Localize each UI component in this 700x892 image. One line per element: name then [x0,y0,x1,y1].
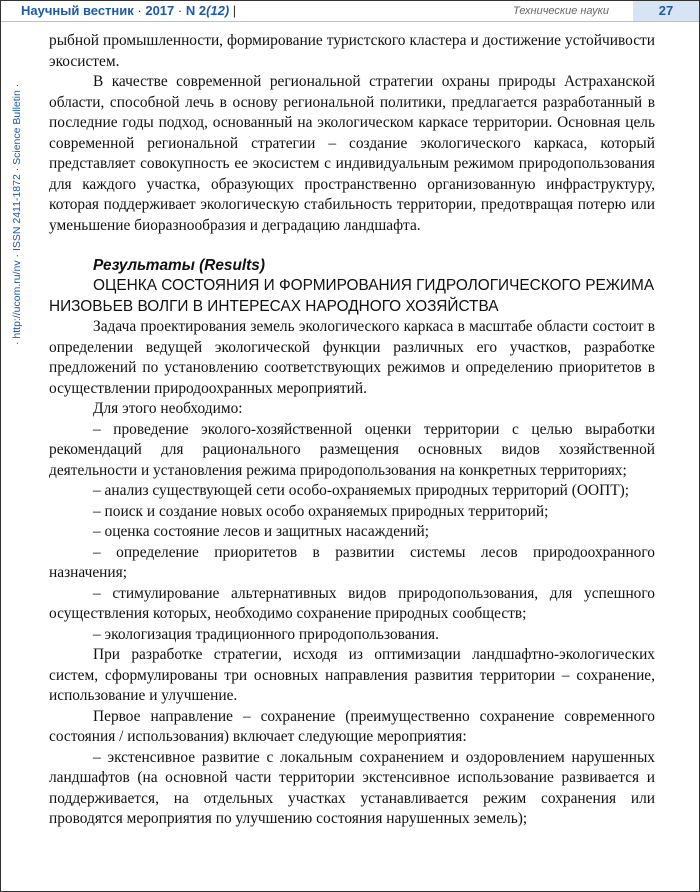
paragraph: Задача проектирования земель экологического каркаса в масштабе области состоит в определении ведущей экологической функции различных его участков, разработке предложений по установлению соответствующих режимов и определению приоритетов в осуществлении природоохранных мероприятий. [49,318,655,397]
section-heading: ОЦЕНКА СОСТОЯНИЯ И ФОРМИРОВАНИЯ ГИДРОЛОГИЧЕСКОГО РЕЖИМА НИЗОВЬЕВ ВОЛГИ В ИНТЕРЕСАХ НАРОДНОГО ХОЗЯЙСТВА [49,277,655,315]
section-label: Результаты (Results) [93,257,265,274]
article-body [49,31,655,830]
list-item: – стимулирование альтернативных видов природопользования, для успешного осуществления которых, необходимо сохранение природных сообществ; [49,584,655,622]
list-item: – оценка состояние лесов и защитных насаждений; [93,523,430,540]
paragraph: При разработке стратегии, исходя из оптимизации ландшафтно-экологических систем, сформулированы три основных направления развития территории – сохранение, использование и улучшение. [49,646,655,704]
journal-title: Научный вестник [21,3,134,18]
journal-year: 2017 [145,3,175,18]
page-number: 27 [633,1,699,21]
paragraph: В качестве современной региональной стратегии охраны природы Астраханской области, способной лечь в основу региональной политики, предлагается разработанный в последние годы подход, основанный на экологическом каркасе территории. Основная цель современной региональной стратегии – создание экологического каркаса, который представляет совокупность ее экосистем с индивидуальным режимом природопользования для каждого участка, образующих пространственно организованную инфраструктуру, которая поддерживает экологическую стабильность территории, предотвращая потерю или уменьшение биоразнообразия и деградацию ландшафта. [49,73,655,234]
paragraph: Для этого необходимо: [93,400,243,417]
paragraph: рыбной промышленности, формирование туристского кластера и достижение устойчивости экосистем. [49,32,655,70]
list-item: – определение приоритетов в развитии системы лесов природоохранного назначения; [49,543,655,581]
side-banner-text: · http://ucom.ru/nv · ISSN 2411-1872 · Science Bulletin · [11,83,23,345]
side-banner [1,25,21,345]
running-header [1,1,699,22]
list-item: – экстенсивное развитие с локальным сохранением и оздоровлением нарушенных ландшафтов (на основной части территории экстенсивное использование развивается и поддерживается, на отдельных участках устанавливается режим сохранения или проводятся мероприятия по улучшению состояния нарушенных земель); [49,748,655,827]
list-item: – анализ существующей сети особо-охраняемых природных территорий (ООПТ); [93,482,630,499]
journal-issue-number: (12) [206,3,230,18]
paragraph: Первое направление – сохранение (преимущественно сохранение современного состояния / использования) включает следующие мероприятия: [49,707,655,745]
section-name: Технические науки [513,5,609,17]
list-item: – экологизация традиционного природопользования. [93,625,439,643]
list-item: – проведение эколого-хозяйственной оценки территории с целью выработки рекомендаций для рационального размещения основных видов хозяйственной деятельности и установления режима природопользования на конкретных территориях; [49,420,655,479]
list-item: – поиск и создание новых особо охраняемых природных территорий; [93,502,549,520]
journal-issue: N 2 [185,3,207,18]
journal-info: Научный вестник · 2017 · N 2(12) | [21,3,237,18]
